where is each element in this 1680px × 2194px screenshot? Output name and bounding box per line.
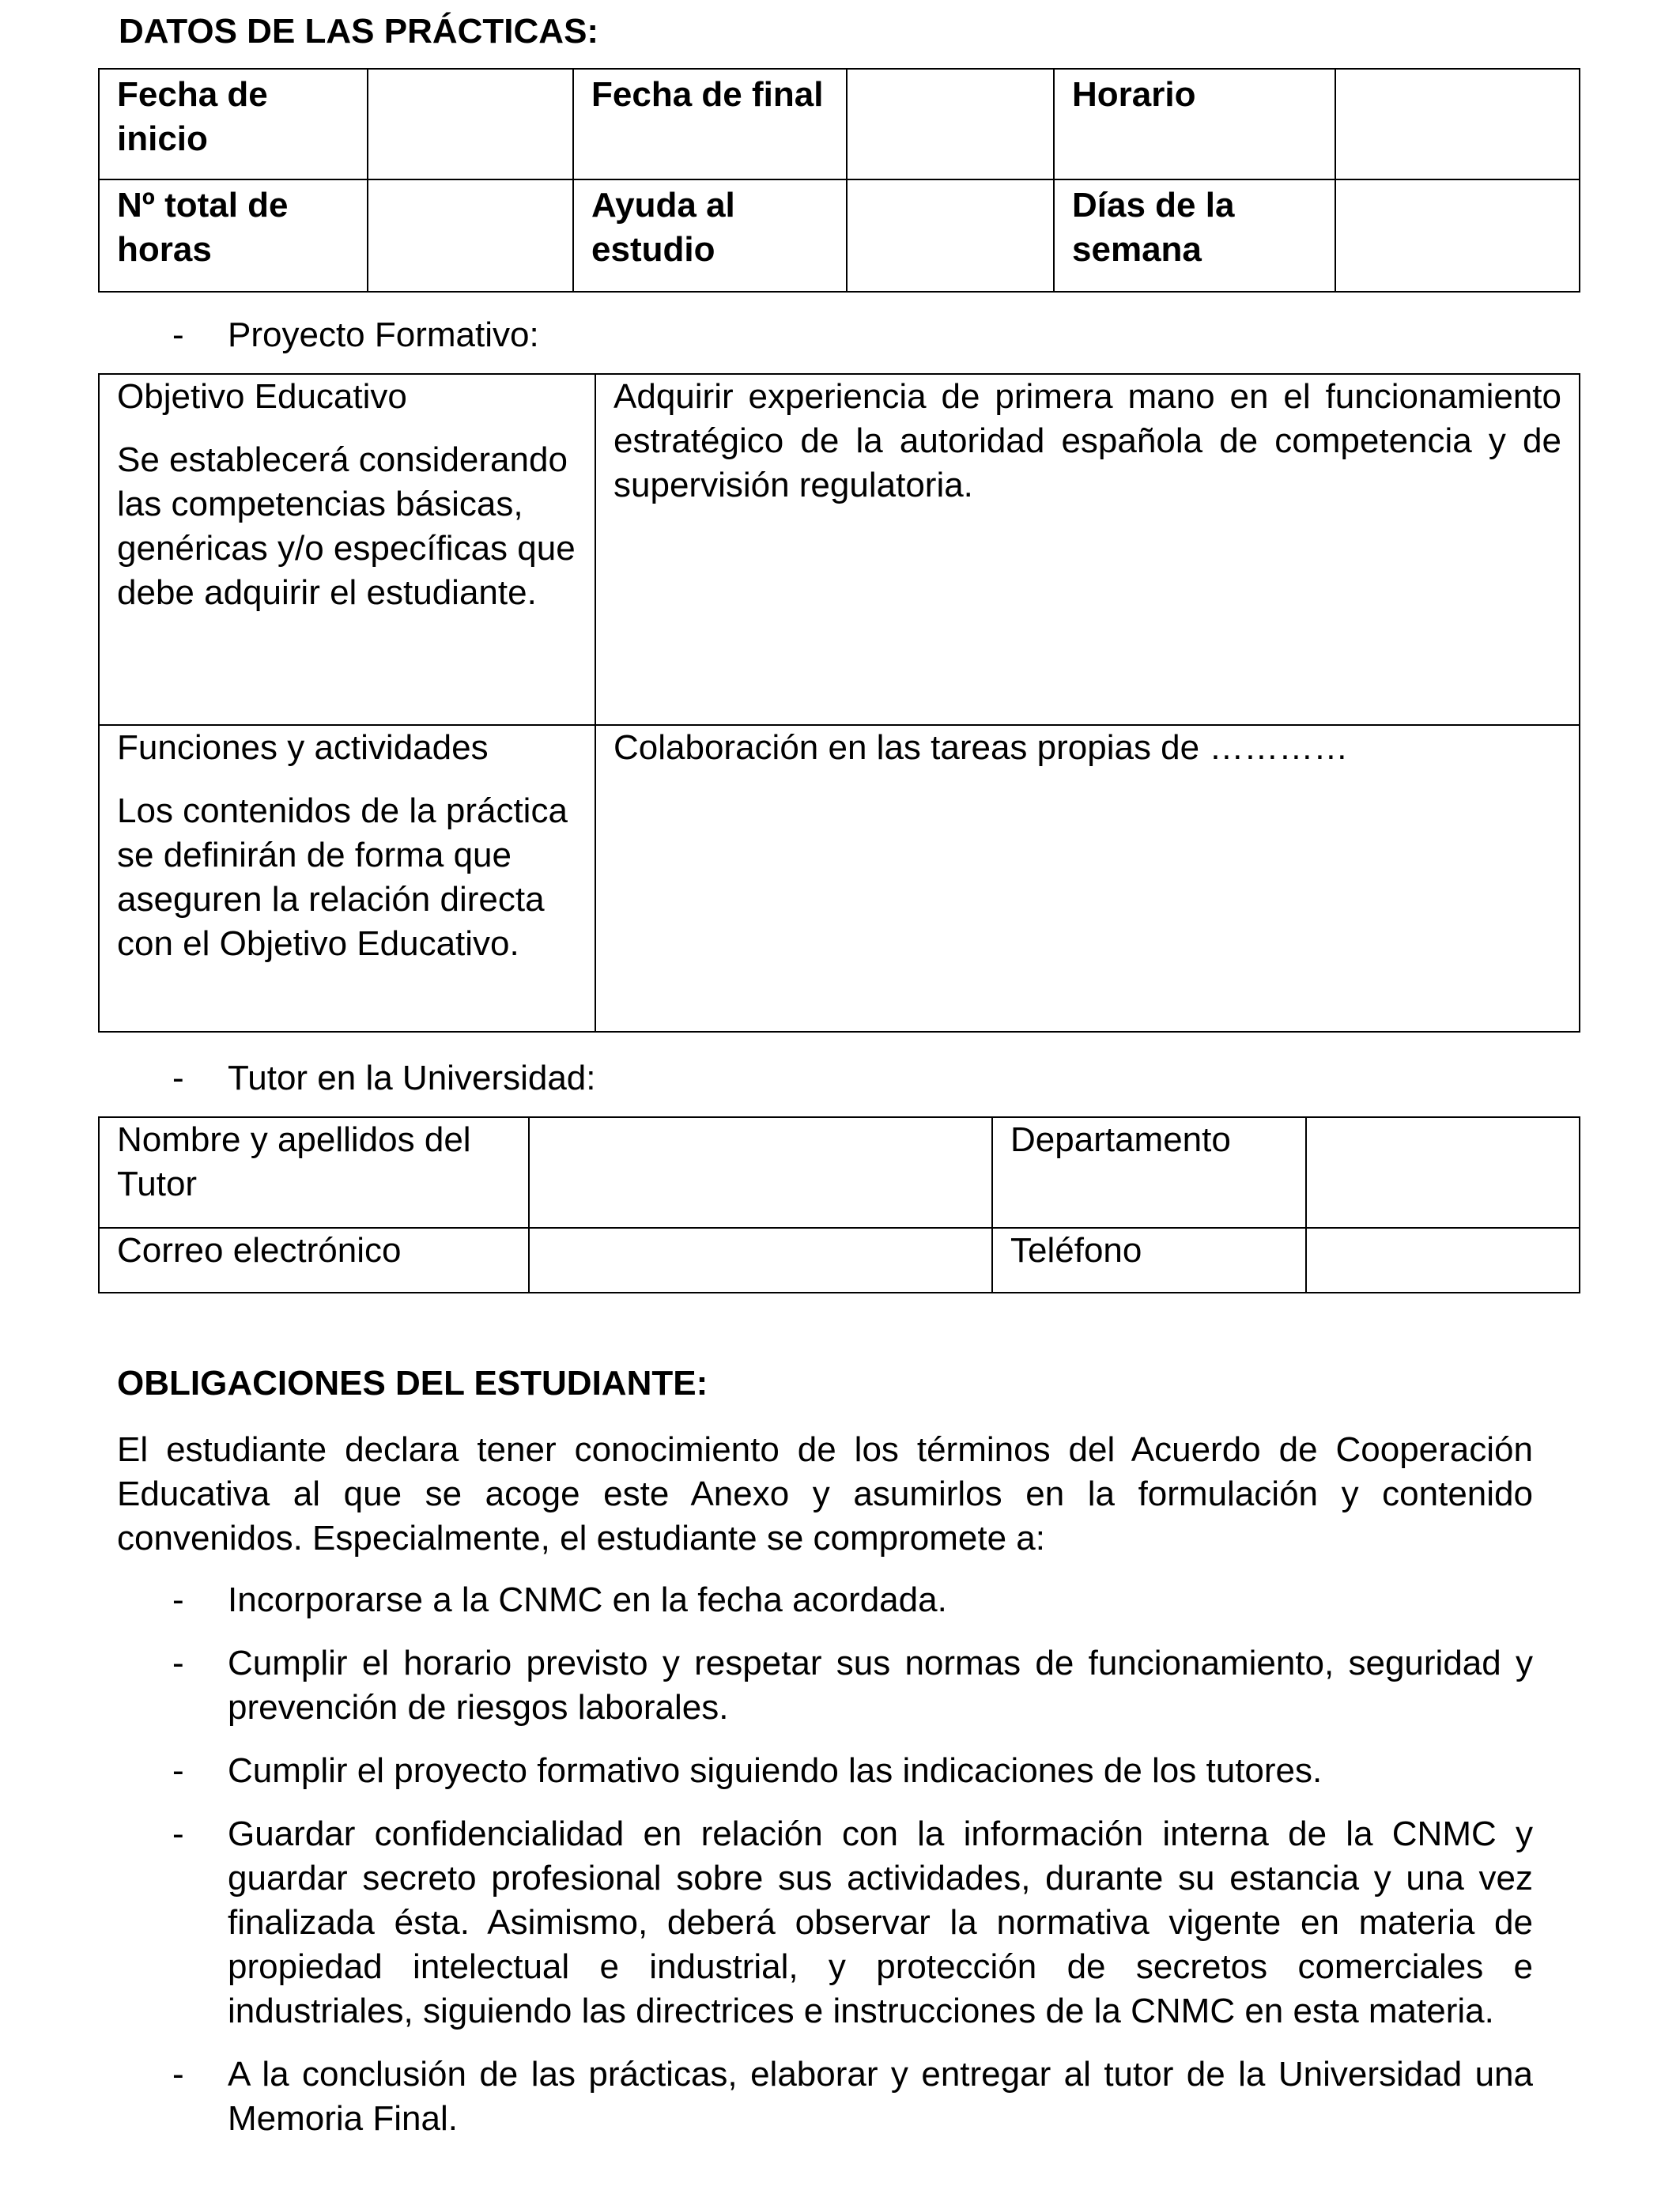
table-row	[99, 1228, 1580, 1293]
table-row	[99, 725, 1580, 1032]
datos-practicas-title: DATOS DE LAS PRÁCTICAS:	[119, 12, 599, 51]
obligaciones-list	[172, 1578, 1533, 2160]
list-item	[172, 1578, 1533, 1622]
total-horas-label: Nº total de horas	[99, 179, 368, 292]
horario-label: Horario	[1054, 69, 1335, 179]
dash-bullet: -	[172, 1059, 184, 1097]
list-item	[172, 1641, 1533, 1730]
table-row	[99, 374, 1580, 725]
list-item-text: Guardar confidencialidad en relación con la información interna de la CNMC y guardar secreto profesional sobre sus actividades, durante su estancia y una vez finalizada ésta. Asimismo, deberá observar la normativa vigente en materia de propiedad intelectual e industrial, y protección de secretos comerciales e industriales, siguiendo las directrices e instrucciones de la CNMC en esta materia.	[228, 1814, 1533, 2030]
departamento-label: Departamento	[992, 1117, 1306, 1228]
dash-bullet: -	[172, 315, 184, 354]
horario-field[interactable]	[1335, 69, 1580, 179]
tutor-universidad-label: Tutor en la Universidad:	[228, 1059, 596, 1097]
fecha-final-field[interactable]	[847, 69, 1054, 179]
total-horas-field[interactable]	[368, 179, 573, 292]
proyecto-formativo-table	[98, 373, 1580, 1033]
ayuda-estudio-label: Ayuda al estudio	[573, 179, 847, 292]
list-item	[172, 2052, 1533, 2141]
list-item-text: A la conclusión de las prácticas, elaborar y entregar al tutor de la Universidad una Memoria Final.	[228, 2055, 1533, 2138]
telefono-label: Teléfono	[992, 1228, 1306, 1293]
dash-bullet: -	[172, 1580, 184, 1619]
funciones-actividades-cell	[99, 725, 595, 1032]
objetivo-educativo-description: Se establecerá considerando las competencias básicas, genéricas y/o específicas que debe adquirir el estudiante.	[117, 440, 576, 612]
funciones-actividades-description: Los contenidos de la práctica se definirán de forma que aseguren la relación directa con el Objetivo Educativo.	[117, 791, 568, 963]
departamento-field[interactable]	[1306, 1117, 1580, 1228]
list-item-text: Cumplir el horario previsto y respetar sus normas de funcionamiento, seguridad y prevención de riesgos laborales.	[228, 1644, 1533, 1727]
proyecto-formativo-heading	[172, 313, 539, 357]
table-row	[99, 69, 1580, 179]
dash-bullet: -	[172, 2055, 184, 2094]
list-item-text: Cumplir el proyecto formativo siguiendo las indicaciones de los tutores.	[228, 1751, 1323, 1790]
list-item	[172, 1749, 1533, 1793]
correo-field[interactable]	[529, 1228, 992, 1293]
correo-label: Correo electrónico	[99, 1228, 529, 1293]
fecha-final-label: Fecha de final	[573, 69, 847, 179]
funciones-actividades-value: Colaboración en las tareas propias de …………	[613, 728, 1349, 767]
tutor-universidad-table	[98, 1116, 1580, 1293]
table-row	[99, 1117, 1580, 1228]
objetivo-educativo-title: Objetivo Educativo	[117, 377, 407, 416]
telefono-field[interactable]	[1306, 1228, 1580, 1293]
proyecto-formativo-label: Proyecto Formativo:	[228, 315, 539, 354]
fecha-inicio-label: Fecha de inicio	[99, 69, 368, 179]
datos-practicas-table	[98, 68, 1580, 293]
dash-bullet: -	[172, 1644, 184, 1682]
nombre-tutor-field[interactable]	[529, 1117, 992, 1228]
tutor-universidad-heading	[172, 1056, 595, 1101]
nombre-tutor-label: Nombre y apellidos del Tutor	[99, 1117, 529, 1228]
table-row	[99, 179, 1580, 292]
funciones-actividades-value-cell[interactable]	[595, 725, 1580, 1032]
funciones-actividades-title: Funciones y actividades	[117, 728, 489, 767]
dias-semana-label: Días de la semana	[1054, 179, 1335, 292]
list-item-text: Incorporarse a la CNMC en la fecha acordada.	[228, 1580, 947, 1619]
dash-bullet: -	[172, 1751, 184, 1790]
obligaciones-title: OBLIGACIONES DEL ESTUDIANTE:	[117, 1364, 708, 1403]
obligaciones-intro: El estudiante declara tener conocimiento de los términos del Acuerdo de Cooperación Educativa al que se acoge este Anexo y asumirlos en la formulación y contenido convenidos. Especialmente, el estudiante se compromete a:	[117, 1430, 1533, 1558]
fecha-inicio-field[interactable]	[368, 69, 573, 179]
objetivo-educativo-value-cell[interactable]	[595, 374, 1580, 725]
list-item	[172, 1812, 1533, 2034]
ayuda-estudio-field[interactable]	[847, 179, 1054, 292]
dash-bullet: -	[172, 1814, 184, 1853]
dias-semana-field[interactable]	[1335, 179, 1580, 292]
objetivo-educativo-value: Adquirir experiencia de primera mano en el funcionamiento estratégico de la autoridad española de competencia y de supervisión regulatoria.	[613, 377, 1561, 504]
objetivo-educativo-cell	[99, 374, 595, 725]
